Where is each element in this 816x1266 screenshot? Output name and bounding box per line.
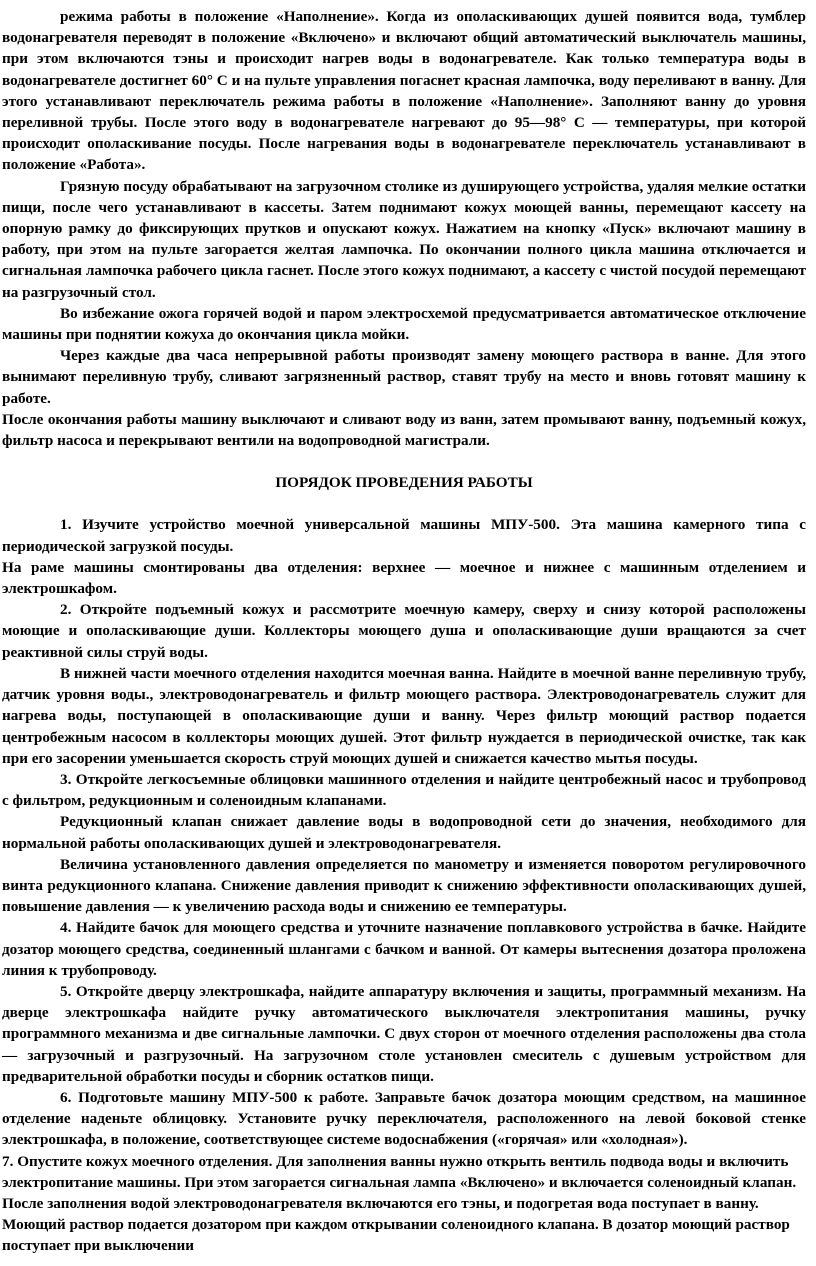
text-block-before — [2, 6, 806, 451]
paragraph: На раме машины смонтированы два отделения: верхнее — моечное и нижнее с машинным отделением и электрошкафом. — [2, 558, 806, 598]
paragraph: 5. Откройте дверцу электрошкафа, найдите аппаратуру включения и защиты, программный механизм. На дверце электрошкафа найдите ручку автоматического выключателя электропитания машины, ручку программного механизма и две сигнальные лампочки. С двух сторон от моечного отделения расположены два стола — загрузочный и разгрузочный. На загрузочном столе установлен смеситель с душевым устройством для предварительной обработки посуды и сборник остатков пищи. — [2, 982, 806, 1085]
paragraph: режима работы в положение «Наполнение». Когда из ополаскивающих душей появится вода, тумблер водонагревателя переводят в положение «Включено» и включают общий автоматический выключатель машины, при этом включаются тэны и происходит нагрев воды в водонагревателе. Как только температура воды в водонагревателе достигнет 60° С и на пульте управления погаснет красная лампочка, воду переливают в ванну. Для этого устанавливают переключатель режима работы в положение «Наполнение». Заполняют ванну до уровня переливной трубы. После этого воду в водонагревателе нагревают до 95—98° С — температуры, при которой происходит ополаскивание посуды. После нагревания воды в водонагревателе переключатель устанавливают в положение «Работа». — [2, 8, 806, 174]
paragraph: Редукционный клапан снижает давление воды в водопроводной сети до значения, необходимого для нормальной работы ополаскивающих душей и электроводонагревателя. — [2, 813, 806, 852]
paragraph: 2. Откройте подъемный кожух и рассмотрите моечную камеру, сверху и снизу которой расположены моющие и ополаскивающие души. Коллекторы моющего душа и ополаскивающие души вращаются за счет реактивной силы струй воды. — [2, 601, 806, 661]
paragraph: В нижней части моечного отделения находится моечная ванна. Найдите в моечной ванне переливную трубу, датчик уровня воды., электроводонагреватель и фильтр моющего раствора. Электроводонагреватель служит для нагрева воды, поступающей в ополаскивающие души и ванну. Через фильтр моющий раствор подается центробежным насосом в коллекторы моющих душей. Этот фильтр нуждается в периодической очистке, так как при его засорении уменьшается скорость струй моющих душей и снижается качество мытья посуды. — [2, 664, 806, 767]
paragraph: Во избежание ожога горячей водой и паром электросхемой предусматривается автоматическое отключение машины при поднятии кожуха до окончания цикла мойки. — [2, 304, 806, 344]
paragraph: 7. Опустите кожух моечного отделения. Для заполнения ванны нужно открыть вентиль подвода воды и включить электропитание машины. При этом загорается сигнальная лампа «Включено» и включается соленоидный клапан. После заполнения водой электроводонагревателя включаются его тэны, и подогретая вода поступает в ванну. Моющий раствор подается дозатором при каждом открывании соленоидного клапана. В дозатор моющий раствор поступает при выключении — [2, 1152, 797, 1255]
paragraph: Через каждые два часа непрерывной работы производят замену моющего раствора в ванне. Для этого вынимают переливную трубу, сливают загрязненный раствор, ставят трубу на место и вновь готовят машину к работе. — [2, 347, 806, 407]
section-heading: ПОРЯДОК ПРОВЕДЕНИЯ РАБОТЫ — [275, 474, 533, 492]
paragraph: После окончания работы машину выключают и сливают воду из ванн, затем промывают ванну, подъемный кожух, фильтр насоса и перекрывают вентили на водопроводной магистрали. — [2, 410, 806, 450]
spacer — [2, 493, 806, 514]
paragraph: 3. Откройте легкосъемные облицовки машинного отделения и найдите центробежный насос и трубопровод с фильтром, редукционным и соленоидным клапанами. — [2, 770, 806, 810]
paragraph: Величина установленного давления определяется по манометру и изменяется поворотом регулировочного винта редукционного клапана. Снижение давления приводит к снижению эффективности ополаскивающих душей, повышение давления — к увеличению расхода воды и снижению ее температуры. — [2, 855, 806, 916]
spacer — [2, 451, 806, 472]
paragraph: 1. Изучите устройство моечной универсальной машины МПУ-500. Эта машина камерного типа с периодической загрузкой посуды. — [2, 516, 806, 555]
paragraph: 4. Найдите бачок для моющего средства и уточните назначение поплавкового устройства в бачке. Найдите дозатор моющего средства, соединенный шлангами с бачком и ванной. От камеры вытеснения дозатора проложена линия к трубопроводу. — [2, 919, 806, 979]
paragraph: 6. Подготовьте машину МПУ-500 к работе. Заправьте бачок дозатора моющим средством, на машинное отделение наденьте облицовку. Установите ручку переключателя, расположенного на левой боковой стенке электрошкафа, в положение, соответствующее системе водоснабжения («горячая» или «холодная»). — [2, 1088, 806, 1149]
paragraph: Грязную посуду обрабатывают на загрузочном столике из душирующего устройства, удаляя мелкие остатки пищи, после чего устанавливают в кассеты. Затем поднимают кожух моющей ванны, перемещают кассету на опорную рамку до фиксирующих прутков и опускают кожух. Нажатием на кнопку «Пуск» включают машину в работу, при этом на пульте загорается желтая лампочка. По окончании полного цикла машина отключается и сигнальная лампочка рабочего цикла гаснет. После этого кожух поднимают, а кассету с чистой посудой перемещают на разгрузочный стол. — [2, 177, 806, 301]
text-block-after — [2, 514, 806, 1256]
